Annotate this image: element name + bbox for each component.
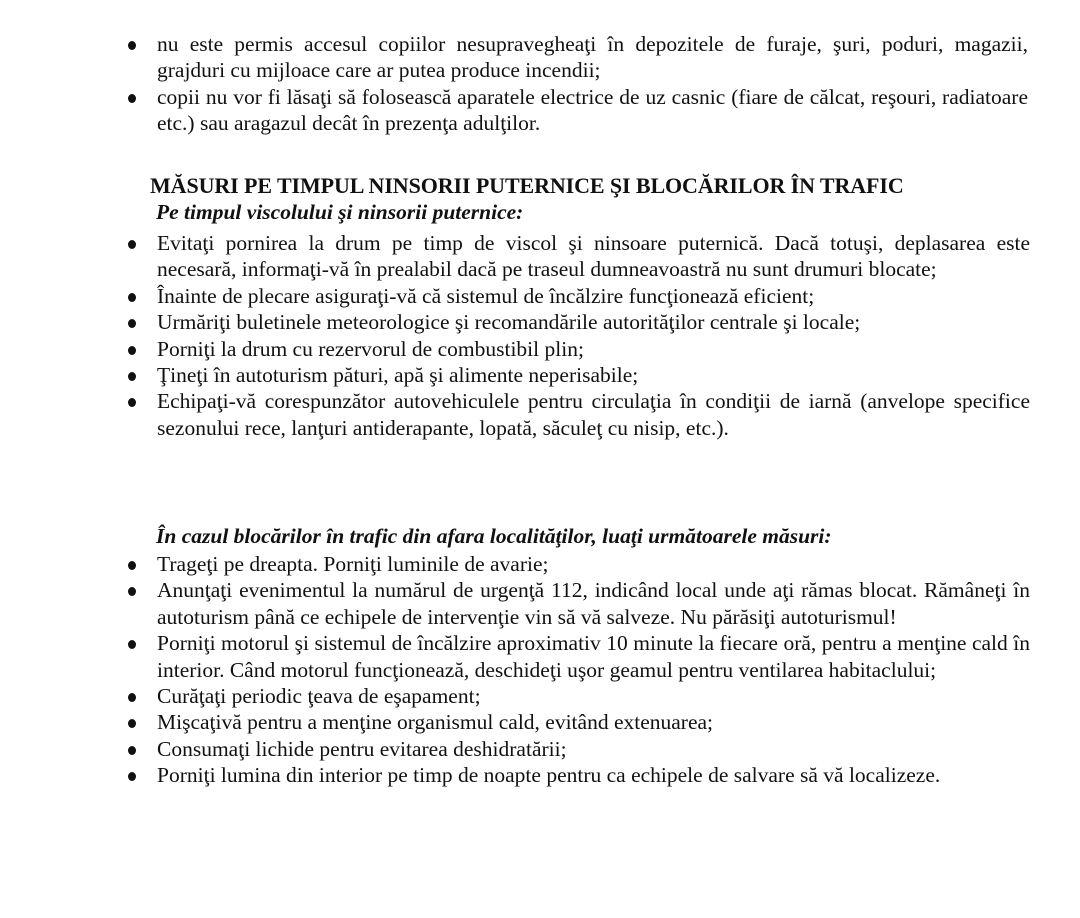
list-item (118, 230, 1030, 283)
list-item-text: Trageţi pe dreapta. Porniţi luminile de avarie; (157, 552, 549, 576)
list-item (118, 683, 1030, 709)
bullet-dot-icon (128, 746, 136, 755)
list-item (118, 762, 1030, 788)
bullet-dot-icon (128, 640, 136, 649)
list-item (118, 577, 1030, 630)
intro-bullet-list (118, 31, 1028, 137)
bullet-dot-icon (128, 772, 136, 781)
bullet-dot-icon (128, 346, 136, 355)
list-item (118, 336, 1030, 362)
subsection-title-blizzard: Pe timpul viscolului şi ninsorii puternice: (156, 200, 524, 224)
list-item-text: Consumaţi lichide pentru evitarea deshidratării; (157, 736, 567, 761)
bullet-dot-icon (128, 719, 136, 728)
blizzard-measures-list (118, 230, 1030, 441)
bullet-dot-icon (128, 693, 136, 702)
list-item-text: Mişcaţivă pentru a menţine organismul cald, evitând extenuarea; (157, 710, 714, 735)
list-item (118, 309, 1030, 335)
bullet-dot-icon (128, 240, 136, 249)
list-item-text: Curăţaţi periodic ţeava de eşapament; (157, 684, 481, 709)
list-item (118, 84, 1028, 137)
section-heading: MĂSURI PE TIMPUL NINSORII PUTERNICE ŞI BLOCĂRILOR ÎN TRAFIC (150, 173, 904, 198)
list-item-text: Echipaţi-vă corespunzător autovehiculele pentru circulaţia în condiţii de iarnă (anvelope specifice sezonului rece, lanţuri antiderapante, lopată, săculeţ cu nisip, etc.). (157, 389, 1030, 440)
traffic-block-measures-list (118, 551, 1030, 789)
subsection-title-traffic-block: În cazul blocărilor în trafic din afara localităţilor, luaţi următoarele măsuri: (156, 524, 832, 548)
list-item (118, 630, 1030, 683)
bullet-dot-icon (128, 319, 136, 328)
bullet-dot-icon (128, 587, 136, 596)
bullet-dot-icon (128, 293, 136, 302)
list-item (118, 736, 1030, 762)
bullet-dot-icon (128, 94, 136, 103)
list-item-text: copii nu vor fi lăsaţi să folosească aparatele electrice de uz casnic (fiare de călcat, reşouri, radiatoare etc.) sau aragazul decât în prezenţa adulţilor. (157, 84, 1028, 136)
list-item-text: Înainte de plecare asiguraţi-vă că sistemul de încălzire funcţionează eficient; (157, 283, 815, 308)
list-item-text: Ţineţi în autoturism pături, apă şi alimente neperisabile; (157, 363, 639, 388)
bullet-dot-icon (128, 372, 136, 381)
list-item-text: Porniţi motorul şi sistemul de încălzire aproximativ 10 minute la fiecare oră, pentru a menţine cald în interior. Când motorul funcţionează, deschideţi uşor geamul pentru ventilarea habitaclului; (157, 631, 1030, 682)
bullet-dot-icon (128, 561, 136, 570)
list-item-text: Evitaţi pornirea la drum pe timp de viscol şi ninsoare puternică. Dacă totuşi, deplasarea este necesară, informaţi-vă în prealabil dacă pe traseul dumneavoastră nu sunt drumuri blocate; (157, 231, 1030, 282)
bullet-dot-icon (128, 398, 136, 407)
list-item-text: nu este permis accesul copiilor nesupravegheaţi în depozitele de furaje, şuri, poduri, magazii, grajduri cu mijloace care ar putea produce incendii; (157, 32, 1028, 83)
list-item-text: Porniţi lumina din interior pe timp de noapte pentru ca echipele de salvare să vă localizeze. (157, 763, 941, 788)
list-item (118, 283, 1030, 309)
list-item (118, 388, 1030, 441)
list-item-text: Anunţaţi evenimentul la numărul de urgenţă 112, indicând local unde aţi rămas blocat. Rămâneţi în autoturism până ce echipele de intervenţie vin să vă salveze. Nu părăsiţi autoturismul! (157, 578, 1030, 629)
list-item (118, 709, 1030, 735)
list-item (118, 31, 1028, 84)
list-item (118, 362, 1030, 388)
list-item-text: Porniţi la drum cu rezervorul de combustibil plin; (157, 336, 584, 361)
bullet-dot-icon (128, 41, 136, 50)
list-item (118, 551, 1030, 577)
list-item-text: Urmăriţi buletinele meteorologice şi recomandările autorităţilor centrale şi locale; (157, 310, 861, 335)
